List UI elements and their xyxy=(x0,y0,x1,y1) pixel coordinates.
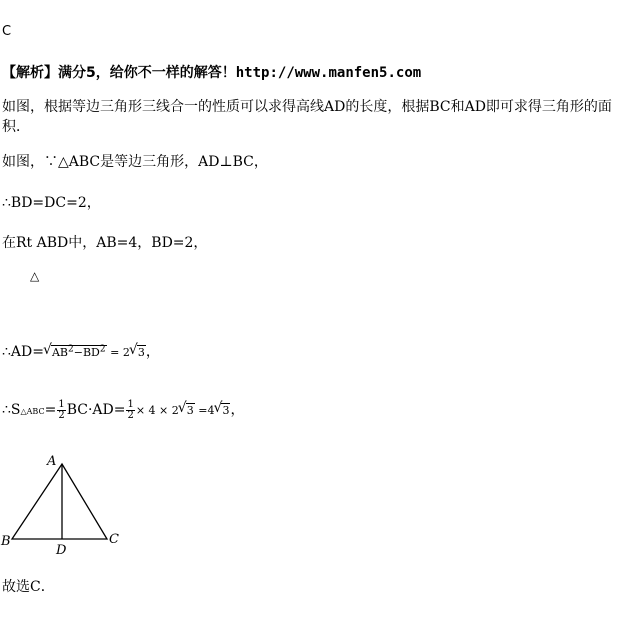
formula-area-tail: ， xyxy=(230,402,245,418)
fraction-den: 2 xyxy=(58,409,65,421)
sqrt-symbol-3 xyxy=(179,402,195,418)
header-prefix: 【解析】满分5，给你不一样的解答！ xyxy=(2,65,236,81)
formula-area-times: × 4 × 2 xyxy=(135,404,179,417)
fraction-num-2: 1 xyxy=(127,398,134,410)
analysis-paragraph: 如图，根据等边三角形三线合一的性质可以求得高线AD的长度，根据BC和AD即可求得三角形的面积． xyxy=(2,99,612,135)
step-3: 在Rt ABD中，AB=4，BD=2， xyxy=(2,235,208,251)
answer-letter: C xyxy=(2,24,12,39)
label-b: B xyxy=(1,534,11,549)
formula-area-rad: 3 xyxy=(186,404,194,417)
header-url: http://www.manfen5.com xyxy=(235,65,422,81)
formula-ad-minus: −BD xyxy=(73,346,100,359)
fraction-half xyxy=(57,400,65,421)
formula-ad-tail: ， xyxy=(145,344,160,360)
sqrt-symbol-2 xyxy=(130,344,146,360)
label-c: C xyxy=(109,532,119,547)
formula-ad-eq: = 2 xyxy=(106,346,130,359)
solution-header xyxy=(2,62,421,82)
formula-area-mid: BC·AD= xyxy=(66,402,126,418)
fraction-half-2 xyxy=(126,400,134,421)
formula-area-lead: ∴S xyxy=(2,402,21,418)
formula-ad-ab: AB xyxy=(51,346,69,359)
sqrt-symbol-4 xyxy=(214,402,230,418)
formula-area-rad2: 3 xyxy=(222,404,230,417)
conclusion: 故选C． xyxy=(2,579,55,595)
sqrt-symbol xyxy=(44,344,107,360)
formula-area xyxy=(2,399,244,421)
formula-ad-lead: ∴AD= xyxy=(2,344,44,360)
triangle-outline xyxy=(12,464,107,539)
step-2: ∴BD=DC=2， xyxy=(2,195,101,211)
formula-area-sub: △ABC xyxy=(20,407,45,416)
formula-ad-sup1: 2 xyxy=(68,344,74,355)
formula-ad xyxy=(2,341,160,361)
formula-area-eq: = xyxy=(44,402,57,418)
fraction-num: 1 xyxy=(58,398,65,410)
step-1: 如图，∵△ABC是等边三角形，AD⊥BC， xyxy=(2,154,268,170)
triangle-diagram xyxy=(0,450,140,565)
formula-ad-rad2: 3 xyxy=(137,346,145,359)
label-a: A xyxy=(47,454,57,469)
formula-ad-sup2: 2 xyxy=(99,344,106,355)
triangle-symbol: △ xyxy=(30,269,40,283)
label-d: D xyxy=(56,543,67,558)
fraction-den-2: 2 xyxy=(127,409,134,421)
formula-area-eq2: =4 xyxy=(194,404,215,417)
